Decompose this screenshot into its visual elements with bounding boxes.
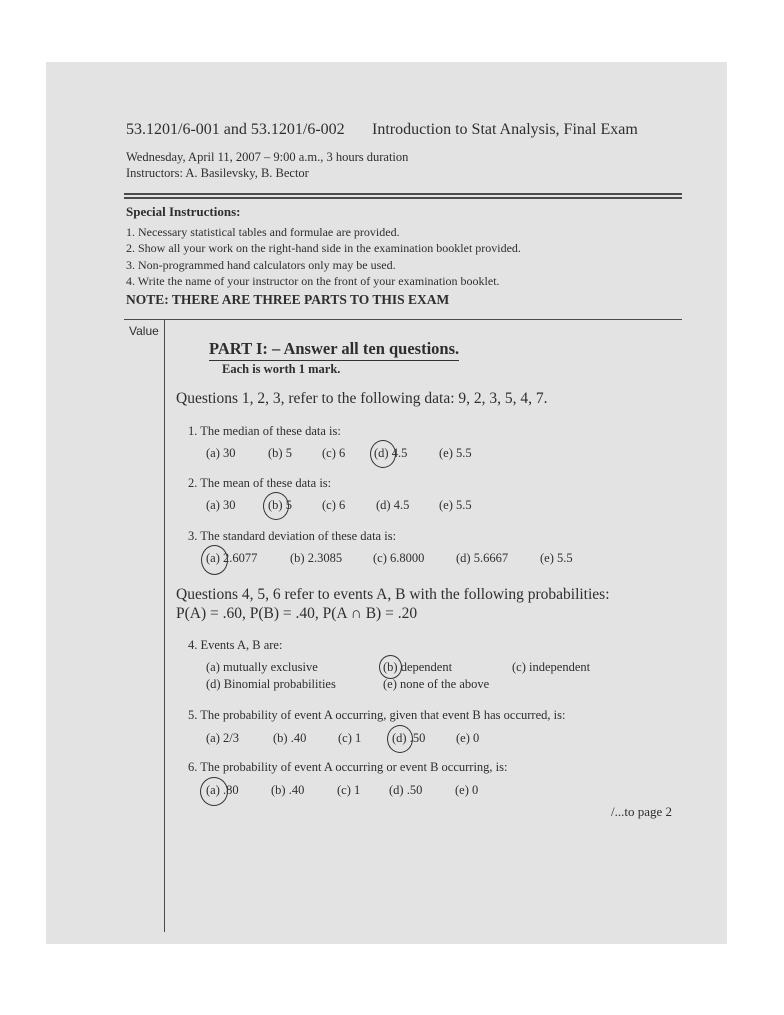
question-5: 5. The probability of event A occurring, given that event B has occurred, is: <box>188 708 566 722</box>
instruction-item: 3. Non-programmed hand calculators only may be used. <box>126 258 396 272</box>
q4-option-e: (e) none of the above <box>383 677 490 691</box>
q3-option-b: (b) 2.3085 <box>290 551 343 565</box>
exam-date: Wednesday, April 11, 2007 – 9:00 a.m., 3 hours duration <box>126 150 409 164</box>
course-codes: 53.1201/6-001 and 53.1201/6-002 <box>126 121 345 138</box>
q5-option-c: (c) 1 <box>338 731 362 745</box>
marks-note: Each is worth 1 mark. <box>222 362 341 376</box>
special-instructions-title: Special Instructions: <box>126 204 241 219</box>
header-rule-top <box>124 193 682 195</box>
answer-circle <box>387 725 413 753</box>
q3-option-c: (c) 6.8000 <box>373 551 425 565</box>
value-column-label: Value <box>129 324 159 338</box>
probabilities-line: P(A) = .60, P(B) = .40, P(A ∩ B) = .20 <box>176 605 418 622</box>
q5-option-a: (a) 2/3 <box>206 731 239 745</box>
q1-option-d: (d) 4.5 <box>374 446 408 460</box>
q4-option-d: (d) Binomial probabilities <box>206 677 336 691</box>
instructors: Instructors: A. Basilevsky, B. Bector <box>126 166 309 180</box>
parts-note: NOTE: THERE ARE THREE PARTS TO THIS EXAM <box>126 292 450 307</box>
answer-circle <box>263 492 289 520</box>
answer-circle <box>379 655 402 679</box>
q4-option-c: (c) independent <box>512 660 591 674</box>
q2-option-a: (a) 30 <box>206 498 236 512</box>
q4-option-a: (a) mutually exclusive <box>206 660 318 674</box>
answer-circle <box>201 545 228 575</box>
q1-option-c: (c) 6 <box>322 446 346 460</box>
question-6: 6. The probability of event A occurring or event B occurring, is: <box>188 760 508 774</box>
q2-option-e: (e) 5.5 <box>439 498 472 512</box>
question-group-intro: Questions 4, 5, 6 refer to events A, B with the following probabilities: <box>176 586 610 603</box>
q3-option-d: (d) 5.6667 <box>456 551 509 565</box>
q5-option-d: (d) .50 <box>392 731 426 745</box>
q2-option-d: (d) 4.5 <box>376 498 410 512</box>
q6-option-c: (c) 1 <box>337 783 361 797</box>
instruction-item: 4. Write the name of your instructor on the front of your examination booklet. <box>126 274 500 288</box>
question-4: 4. Events A, B are: <box>188 638 283 652</box>
question-3: 3. The standard deviation of these data is: <box>188 529 397 543</box>
answer-circle <box>370 440 396 468</box>
header-rule-bottom <box>124 197 682 199</box>
q6-option-b: (b) .40 <box>271 783 305 797</box>
q6-option-d: (d) .50 <box>389 783 423 797</box>
exam-title: Introduction to Stat Analysis, Final Exam <box>372 121 638 138</box>
instruction-item: 2. Show all your work on the right-hand side in the examination booklet provided. <box>126 241 521 255</box>
q5-option-b: (b) .40 <box>273 731 307 745</box>
page-continuation: /...to page 2 <box>611 804 673 819</box>
q2-option-b: (b) 5 <box>268 498 292 512</box>
q6-option-a: (a) .80 <box>206 783 239 797</box>
question-group-intro: Questions 1, 2, 3, refer to the following data: 9, 2, 3, 5, 4, 7. <box>176 390 548 407</box>
answer-circle <box>200 777 228 806</box>
question-1: 1. The median of these data is: <box>188 424 341 438</box>
q1-option-b: (b) 5 <box>268 446 292 460</box>
value-column-rule <box>164 320 165 932</box>
q1-option-e: (e) 5.5 <box>439 446 472 460</box>
q1-option-a: (a) 30 <box>206 446 236 460</box>
q3-option-a: (a) 2.6077 <box>206 551 258 565</box>
part-title: PART I: – Answer all ten questions. <box>209 339 459 361</box>
q2-option-c: (c) 6 <box>322 498 346 512</box>
question-2: 2. The mean of these data is: <box>188 476 332 490</box>
q6-option-e: (e) 0 <box>455 783 479 797</box>
section-rule <box>124 319 682 320</box>
q4-option-b: (b) dependent <box>383 660 453 674</box>
q5-option-e: (e) 0 <box>456 731 480 745</box>
q3-option-e: (e) 5.5 <box>540 551 573 565</box>
instruction-item: 1. Necessary statistical tables and formulae are provided. <box>126 225 400 239</box>
